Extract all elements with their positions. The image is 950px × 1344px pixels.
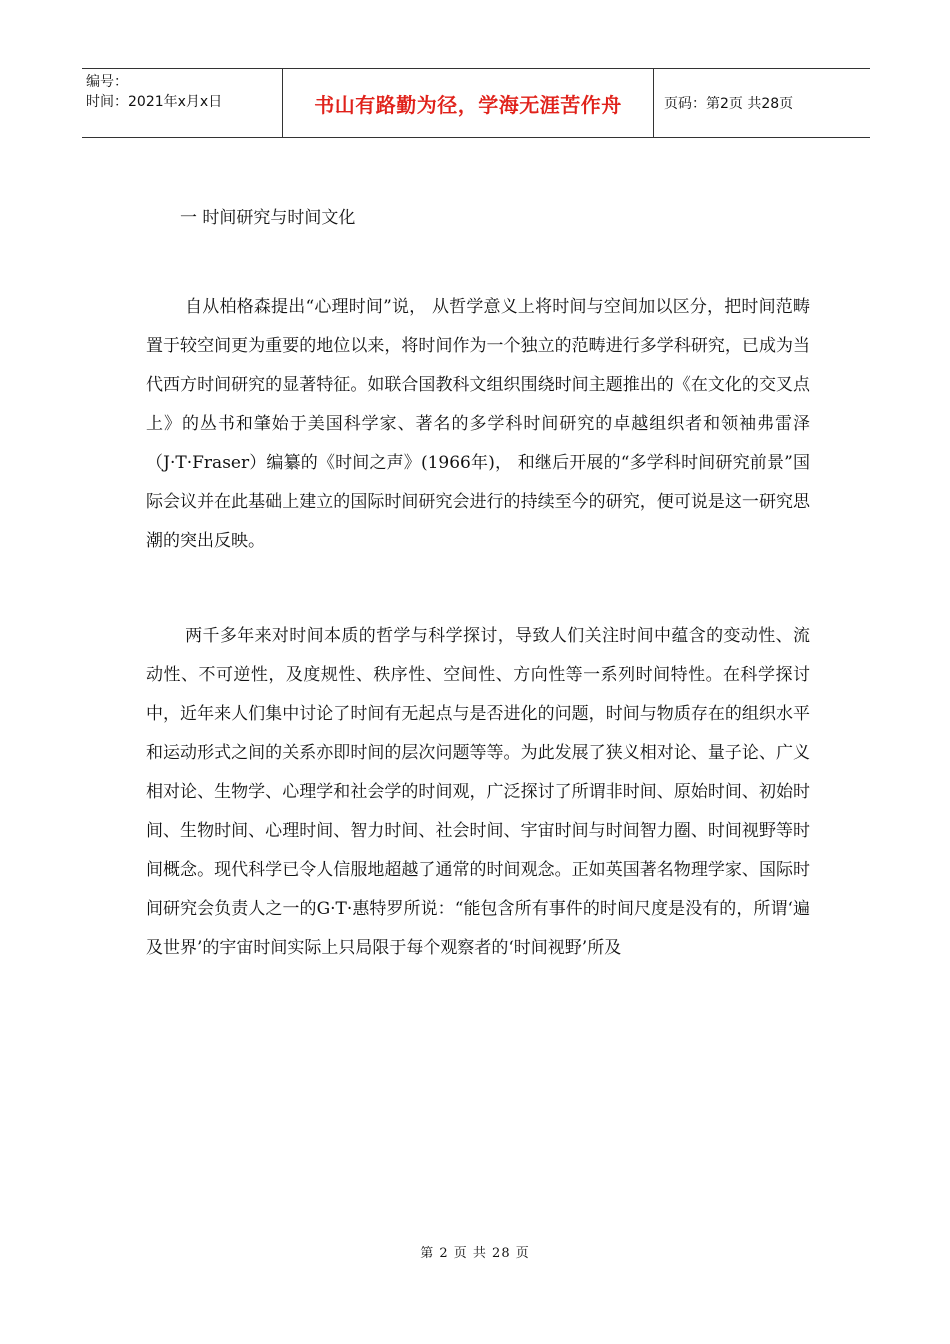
header-page-label: 页码：第2页 共28页 xyxy=(664,96,794,112)
document-time-label: 时间：2021年x月x日 xyxy=(86,94,223,110)
body-paragraph-2: 两千多年来对时间本质的哲学与科学探讨，导致人们关注时间中蕴含的变动性、流动性、不可逆性，及度规性、秩序性、空间性、方向性等一系列时间特性。在科学探讨中，近年来人们集中讨论了时间有无起点与是否进化的问题，时间与物质存在的组织水平和运动形式之间的关系亦即时间的层次问题等等。为此发展了狭义相对论、量子论、广义相对论、生物学、心理学和社会学的时间观，广泛探讨了所谓非时间、原始时间、初始时间、生物时间、心理时间、智力时间、社会时间、宇宙时间与时间智力圈、时间视野等时间概念。现代科学已令人信服地超越了通常的时间观念。正如英国著名物理学家、国际时间研究会负责人之一的G·T·惠特罗所说：“能包含所有事件的时间尺度是没有的，所谓‘遍及世界’的宇宙时间实际上只局限于每个观察者的‘时间视野’所及 xyxy=(146,626,810,958)
document-body xyxy=(146,190,810,1024)
section-title: 一 时间研究与时间文化 xyxy=(180,208,356,228)
header-motto: 书山有路勤为径，学海无涯苦作舟 xyxy=(282,69,654,137)
header-meta-cell xyxy=(82,69,282,137)
document-header xyxy=(82,68,870,138)
page-footer: 第 2 页 共 28 页 xyxy=(420,1246,530,1261)
document-number-label: 编号： xyxy=(86,74,128,90)
body-paragraph-1: 自从柏格森提出“心理时间”说， 从哲学意义上将时间与空间加以区分，把时间范畴置于较空间更为重要的地位以来，将时间作为一个独立的范畴进行多学科研究，已成为当代西方时间研究的显著特征。如联合国教科文组织围绕时间主题推出的《在文化的交叉点上》的丛书和肇始于美国科学家、著名的多学科时间研究的卓越组织者和领袖弗雷泽（J·T·Fraser）编纂的《时间之声》(1966年)， 和继后开展的“多学科时间研究前景”国际会议并在此基础上建立的国际时间研究会进行的持续至今的研究，便可说是这一研究思潮的突出反映。 xyxy=(146,297,810,551)
